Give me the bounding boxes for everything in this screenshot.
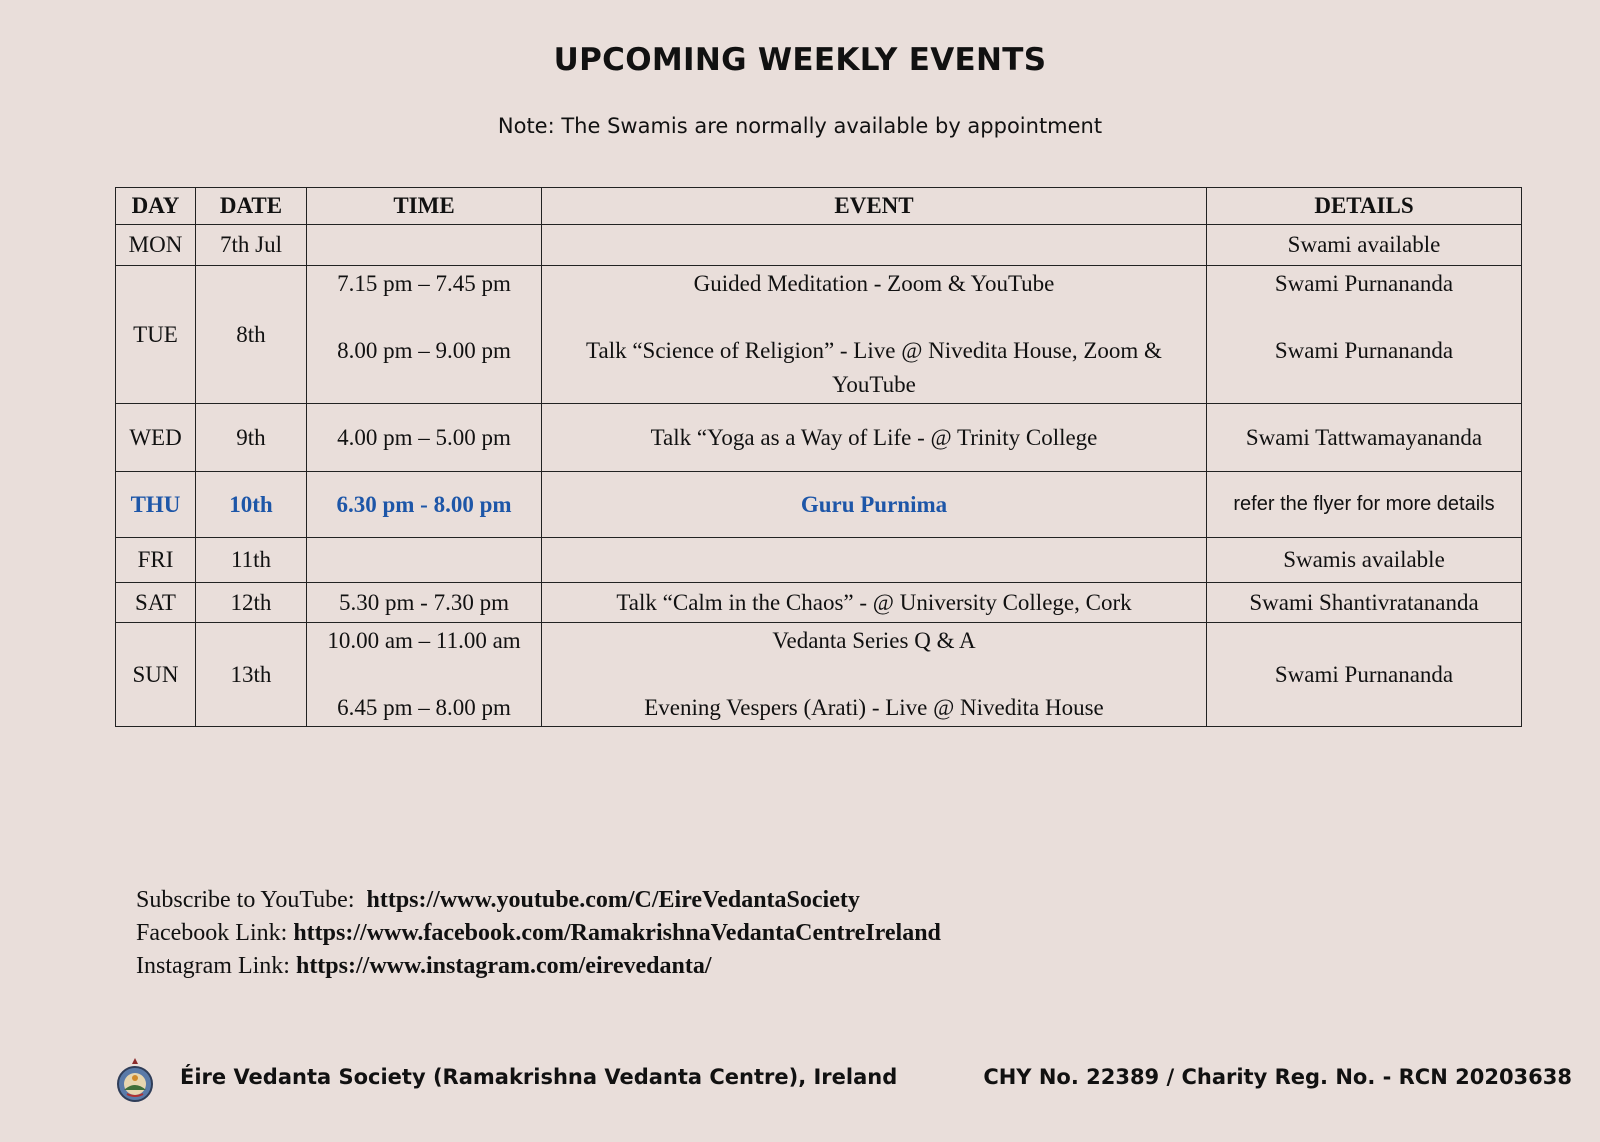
day-cell: THU xyxy=(116,472,196,538)
header-day: DAY xyxy=(116,188,196,225)
youtube-line xyxy=(136,884,941,917)
event-cell xyxy=(542,266,1207,404)
time-cell: 6.30 pm - 8.00 pm xyxy=(307,472,542,538)
details-cell: Swami Tattwamayananda xyxy=(1207,404,1522,472)
time-cell: 5.30 pm - 7.30 pm xyxy=(307,583,542,623)
time-cell xyxy=(307,225,542,266)
facebook-line xyxy=(136,917,941,950)
time-slot-1: 10.00 am – 11.00 am xyxy=(327,628,521,653)
time-slot-2: 6.45 pm – 8.00 pm xyxy=(337,695,511,720)
events-table xyxy=(115,187,1522,727)
event-cell: Guru Purnima xyxy=(542,472,1207,538)
event-cell: Talk “Calm in the Chaos” - @ University College, Cork xyxy=(542,583,1207,623)
details-cell: Swami Purnananda xyxy=(1207,623,1522,727)
instagram-line xyxy=(136,950,941,983)
time-cell xyxy=(307,623,542,727)
footer xyxy=(0,1052,1600,1108)
table-row-mon xyxy=(116,225,1522,266)
day-cell: TUE xyxy=(116,266,196,404)
page-title: UPCOMING WEEKLY EVENTS xyxy=(553,42,1047,78)
details-cell xyxy=(1207,266,1522,404)
header-time: TIME xyxy=(307,188,542,225)
table-row-fri xyxy=(116,538,1522,583)
event-cell: Talk “Yoga as a Way of Life - @ Trinity College xyxy=(542,404,1207,472)
details-2: Swami Purnananda xyxy=(1274,338,1454,363)
header-details: DETAILS xyxy=(1207,188,1522,225)
charity-registration: CHY No. 22389 / Charity Reg. No. - RCN 20203638 xyxy=(983,1065,1572,1089)
day-cell: MON xyxy=(116,225,196,266)
event-1: Guided Meditation - Zoom & YouTube xyxy=(693,271,1055,296)
time-cell: 4.00 pm – 5.00 pm xyxy=(307,404,542,472)
event-cell xyxy=(542,623,1207,727)
organization-name: Éire Vedanta Society (Ramakrishna Vedanta Centre), Ireland xyxy=(180,1065,898,1089)
availability-note: Note: The Swamis are normally available by appointment xyxy=(497,114,1103,138)
event-1: Vedanta Series Q & A xyxy=(772,628,976,653)
time-cell xyxy=(307,266,542,404)
event-cell xyxy=(542,538,1207,583)
day-cell: FRI xyxy=(116,538,196,583)
date-cell: 13th xyxy=(196,623,307,727)
table-row-wed xyxy=(116,404,1522,472)
details-1: Swami Purnananda xyxy=(1274,271,1454,296)
date-cell: 10th xyxy=(196,472,307,538)
youtube-label: Subscribe to YouTube: xyxy=(136,887,355,913)
instagram-label: Instagram Link: xyxy=(136,953,290,979)
table-row-tue xyxy=(116,266,1522,404)
date-cell: 8th xyxy=(196,266,307,404)
date-cell: 11th xyxy=(196,538,307,583)
details-cell: Swamis available xyxy=(1207,538,1522,583)
details-cell: Swami available xyxy=(1207,225,1522,266)
time-cell xyxy=(307,538,542,583)
table-header-row xyxy=(116,188,1522,225)
facebook-label: Facebook Link: xyxy=(136,920,288,946)
date-cell: 7th Jul xyxy=(196,225,307,266)
table-row-sat xyxy=(116,583,1522,623)
day-cell: SUN xyxy=(116,623,196,727)
date-cell: 12th xyxy=(196,583,307,623)
header-event: EVENT xyxy=(542,188,1207,225)
details-cell: refer the flyer for more details xyxy=(1207,472,1522,538)
emblem-logo-icon xyxy=(115,1056,155,1104)
event-2: Evening Vespers (Arati) - Live @ Nivedita House xyxy=(644,695,1104,720)
youtube-link[interactable]: https://www.youtube.com/C/EireVedantaSociety xyxy=(366,887,860,913)
event-2: Talk “Science of Religion” - Live @ Nivedita House, Zoom & YouTube xyxy=(586,338,1162,397)
social-links xyxy=(136,884,941,983)
day-cell: SAT xyxy=(116,583,196,623)
day-cell: WED xyxy=(116,404,196,472)
table-row-sun xyxy=(116,623,1522,727)
date-cell: 9th xyxy=(196,404,307,472)
facebook-link[interactable]: https://www.facebook.com/RamakrishnaVedantaCentreIreland xyxy=(293,920,941,946)
table-row-thu xyxy=(116,472,1522,538)
header-date: DATE xyxy=(196,188,307,225)
details-cell: Swami Shantivratananda xyxy=(1207,583,1522,623)
time-slot-2: 8.00 pm – 9.00 pm xyxy=(337,338,511,363)
event-cell xyxy=(542,225,1207,266)
instagram-link[interactable]: https://www.instagram.com/eirevedanta/ xyxy=(295,953,712,979)
time-slot-1: 7.15 pm – 7.45 pm xyxy=(337,271,511,296)
